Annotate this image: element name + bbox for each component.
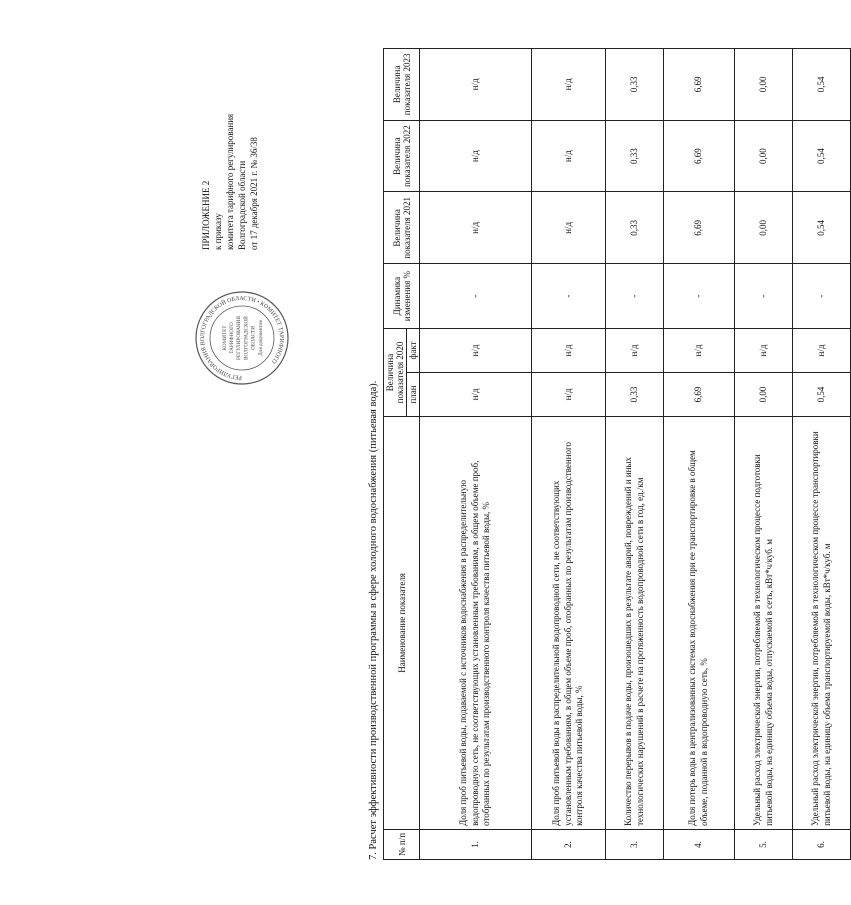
- header-value-2023: Величина показателя 2023: [384, 49, 420, 121]
- appendix-line-3: Волгоградской области: [237, 160, 247, 250]
- seal-center-line: ТАРИФНОГО: [229, 322, 235, 354]
- row-dynamics: -: [420, 264, 532, 329]
- seal-center-line: РЕГУЛИРОВАНИЯ: [236, 316, 243, 360]
- row-fact: н/д: [793, 329, 851, 373]
- header-dynamics: Динамика изменения %: [384, 264, 420, 329]
- row-num: 6.: [793, 829, 851, 859]
- table-row: [664, 49, 735, 860]
- row-num: 5.: [735, 829, 793, 859]
- row-fact: н/д: [664, 329, 735, 373]
- row-2023: н/д: [532, 49, 606, 121]
- row-2021: 6,69: [664, 192, 735, 264]
- table-row: [735, 49, 793, 860]
- row-2022: 0,00: [735, 120, 793, 192]
- row-num: 3.: [606, 829, 664, 859]
- table-row: [606, 49, 664, 860]
- row-name: Доля проб питьевой воды, подаваемой с источников водоснабжения в распределительную водопроводную сеть, не соответствующих установленным требованиям, в общем объеме проб, отобранных по результатам производственного контроля качества питьевой воды, %: [420, 416, 532, 829]
- row-plan: н/д: [532, 372, 606, 416]
- header-value-2020: Величина показателя 2020: [384, 329, 407, 417]
- seal-ring-text: РЕГУЛИРОВАНИЯ ВОЛГОГРАДСКОЙ ОБЛАСТИ • КОМИТЕТ ТАРИФНОГО: [199, 295, 285, 381]
- row-2021: 0,54: [793, 192, 851, 264]
- row-name: Удельный расход электрической энергии, потребляемой в технологическом процессе транспортировки питьевой воды, на единицу объема транспортируемой воды, кВт*ч/куб. м: [793, 416, 851, 829]
- appendix-line-1: к приказу: [213, 213, 223, 250]
- seal-center-line: ОБЛАСТИ: [250, 326, 257, 350]
- row-plan: 6,69: [664, 372, 735, 416]
- row-2022: 6,69: [664, 120, 735, 192]
- seal-center-text: [222, 315, 264, 359]
- row-dynamics: -: [664, 264, 735, 329]
- header-num: № п/п: [384, 829, 420, 859]
- row-name: Удельный расход электрической энергии, потребляемой в технологическом процессе подготовки питьевой воды, на единицу объема воды, отпускаемой в сеть, кВт*ч/куб. м: [735, 416, 793, 829]
- row-2021: 0,00: [735, 192, 793, 264]
- row-fact: н/д: [532, 329, 606, 373]
- row-2023: 6,69: [664, 49, 735, 121]
- row-2022: н/д: [420, 120, 532, 192]
- appendix-label: ПРИЛОЖЕНИЕ 2: [201, 180, 211, 250]
- official-seal: [194, 290, 290, 386]
- row-plan: н/д: [420, 372, 532, 416]
- row-fact: н/д: [735, 329, 793, 373]
- row-2023: 0,00: [735, 49, 793, 121]
- efficiency-table: [383, 48, 851, 860]
- row-2023: 0,33: [606, 49, 664, 121]
- appendix-line-4: от 17 декабря 2021 г. № 36/38: [249, 137, 259, 250]
- row-name: Доля потерь воды в централизованных системах водоснабжения при ее транспортировке в общем объеме, поданной в водопроводную сеть, %: [664, 416, 735, 829]
- appendix-line-2: комитета тарифного регулирования: [225, 113, 235, 250]
- appendix-header: [200, 40, 260, 250]
- rotated-content: [172, 25, 832, 870]
- table-row: [793, 49, 851, 860]
- row-num: 4.: [664, 829, 735, 859]
- row-fact: н/д: [420, 329, 532, 373]
- row-2023: н/д: [420, 49, 532, 121]
- row-dynamics: -: [793, 264, 851, 329]
- seal-center-line: Для документов: [257, 320, 264, 356]
- row-2023: 0,54: [793, 49, 851, 121]
- header-fact: факт: [407, 329, 420, 373]
- row-2022: 0,54: [793, 120, 851, 192]
- row-2021: 0,33: [606, 192, 664, 264]
- table-row: [532, 49, 606, 860]
- header-plan: план: [407, 372, 420, 416]
- row-name: Доля проб питьевой воды в распределительной водопроводной сети, не соответствующих установленным требованиям, в общем объеме проб, отобранных по результатам производственного контроля качества питьевой воды, %: [532, 416, 606, 829]
- header-name: Наименование показателя: [384, 416, 420, 829]
- row-2021: н/д: [420, 192, 532, 264]
- row-plan: 0,00: [735, 372, 793, 416]
- row-2021: н/д: [532, 192, 606, 264]
- row-dynamics: -: [735, 264, 793, 329]
- seal-center-line: КОМИТЕТ: [221, 325, 228, 351]
- row-num: 2.: [532, 829, 606, 859]
- row-fact: н/д: [606, 329, 664, 373]
- seal-center-line: ВОЛГОГРАДСКОЙ: [243, 316, 250, 360]
- section-title: 7. Расчет эффективности производственной программы в сфере холодного водоснабжения (питьевая вода).: [368, 380, 379, 860]
- row-dynamics: -: [532, 264, 606, 329]
- row-dynamics: -: [606, 264, 664, 329]
- row-plan: 0,54: [793, 372, 851, 416]
- header-value-2021: Величина показателя 2021: [384, 192, 420, 264]
- row-2022: н/д: [532, 120, 606, 192]
- row-name: Количество перерывов в подаче воды, произошедших в результате аварий, повреждений и иных технологических нарушений в расчете на протяженность водопроводной сети в год, ед./км: [606, 416, 664, 829]
- header-value-2022: Величина показателя 2022: [384, 120, 420, 192]
- table-row: [420, 49, 532, 860]
- row-plan: 0,33: [606, 372, 664, 416]
- row-2022: 0,33: [606, 120, 664, 192]
- row-num: 1.: [420, 829, 532, 859]
